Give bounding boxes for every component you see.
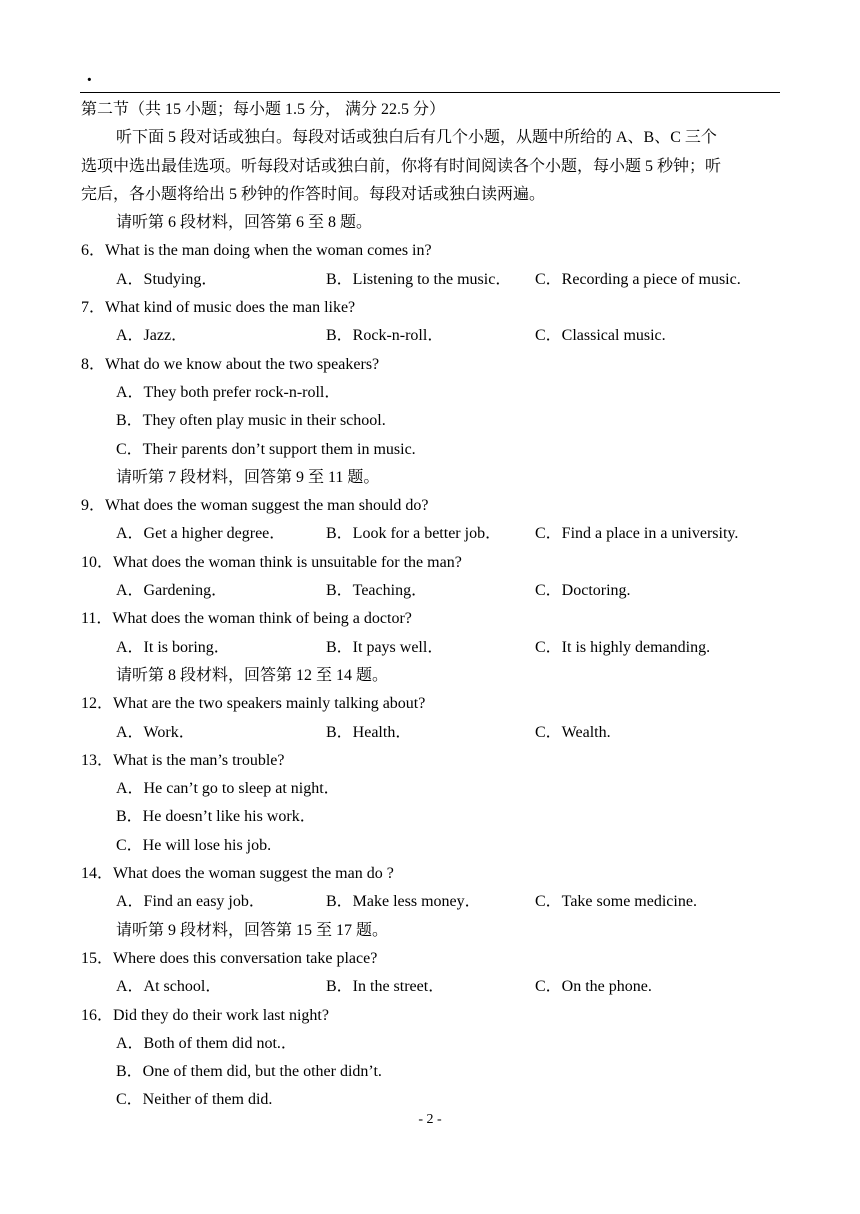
answer-option-a: A．At school． [116, 978, 222, 996]
answer-option-a: A．Studying． [116, 270, 218, 288]
answer-option-b: B．Listening to the music． [326, 270, 512, 288]
instruction-line-3: 完后，各小题将给出 5 秒钟的作答时间。每段对话或独白读两遍。 [81, 185, 546, 203]
answer-option: A．Both of them did not.． [116, 1034, 297, 1052]
answer-option-b: B．Teaching． [326, 582, 428, 600]
question-stem: 13．What is the man’s trouble? [81, 751, 285, 769]
question-stem: 7．What kind of music does the man like? [81, 299, 356, 317]
section-note: 请听第 9 段材料，回答第 15 至 17 题。 [116, 921, 389, 939]
question-stem: 12．What are the two speakers mainly talking about? [81, 695, 426, 713]
answer-option-b: B．Make less money． [326, 893, 481, 911]
answer-options-row [81, 577, 781, 605]
answer-option: B．One of them did, but the other didn’t. [116, 1063, 382, 1081]
answer-options-row [81, 266, 781, 294]
answer-options-row [81, 719, 781, 747]
section-note: 请听第 8 段材料，回答第 12 至 14 题。 [116, 666, 389, 684]
answer-option: C．He will lose his job. [116, 836, 272, 854]
question-stem: 15．Where does this conversation take place? [81, 949, 378, 967]
instruction-line-2: 选项中选出最佳选项。听每段对话或独白前，你将有时间阅读各个小题，每小题 5 秒钟；听 [81, 157, 722, 175]
answer-option-c: C．On the phone. [535, 978, 652, 996]
question-stem: 10．What does the woman think is unsuitable for the man? [81, 553, 462, 571]
section-note: 请听第 7 段材料，回答第 9 至 11 题。 [116, 468, 380, 486]
answer-options-row [81, 634, 781, 662]
answer-options-row [81, 520, 781, 548]
answer-option: B．They often play music in their school. [116, 412, 386, 430]
answer-option-c: C．Find a place in a university. [535, 525, 739, 543]
answer-option: C．Their parents don’t support them in music. [116, 440, 416, 458]
question-stem: 6．What is the man doing when the woman comes in? [81, 242, 432, 260]
answer-option-c: C．Doctoring. [535, 582, 631, 600]
answer-option-b: B．It pays well． [326, 638, 444, 656]
answer-option-c: C．Classical music. [535, 327, 666, 345]
answer-option-b: B．Look for a better job． [326, 525, 502, 543]
question-stem: 11．What does the woman think of being a doctor? [81, 610, 412, 628]
question-list [81, 209, 781, 1115]
answer-options-row [81, 973, 781, 1001]
answer-option: B．He doesn’t like his work． [116, 808, 316, 826]
page-number: - 2 - [418, 1112, 442, 1127]
answer-option-a: A．Jazz． [116, 327, 188, 345]
section-note: 请听第 6 段材料，回答第 6 至 8 题。 [116, 214, 373, 232]
answer-option-a: A．Find an easy job． [116, 893, 265, 911]
instruction-line-1: 听下面 5 段对话或独白。每段对话或独白后有几个小题，从题中所给的 A、B、C 三个 [116, 129, 717, 147]
question-stem: 9．What does the woman suggest the man should do? [81, 497, 429, 515]
answer-option: C．Neither of them did. [116, 1091, 273, 1109]
exam-content [81, 96, 781, 1115]
answer-option-b: B．Health． [326, 723, 412, 741]
section-title: 第二节（共 15 小题；每小题 1.5 分， 满分 22.5 分） [81, 101, 446, 118]
answer-option-a: A．Work． [116, 723, 195, 741]
answer-options-row [81, 888, 781, 916]
question-stem: 14．What does the woman suggest the man do ? [81, 865, 394, 883]
answer-option: A．He can’t go to sleep at night． [116, 780, 340, 798]
answer-option-c: C．Take some medicine. [535, 893, 697, 911]
header-mark: · [86, 69, 93, 91]
answer-option-c: C．Recording a piece of music. [535, 270, 741, 288]
answer-option-b: B．Rock-n-roll． [326, 327, 444, 345]
answer-option-a: A．It is boring． [116, 638, 230, 656]
answer-option-c: C．It is highly demanding. [535, 638, 711, 656]
answer-options-row [81, 322, 781, 350]
answer-option: A．They both prefer rock-n-roll． [116, 383, 341, 401]
question-stem: 8．What do we know about the two speakers? [81, 355, 380, 373]
answer-option-b: B．In the street． [326, 978, 445, 996]
question-stem: 16．Did they do their work last night? [81, 1006, 329, 1024]
header-rule [80, 92, 780, 93]
answer-option-a: A．Gardening． [116, 582, 228, 600]
answer-option-c: C．Wealth. [535, 723, 611, 741]
answer-option-a: A．Get a higher degree． [116, 525, 286, 543]
